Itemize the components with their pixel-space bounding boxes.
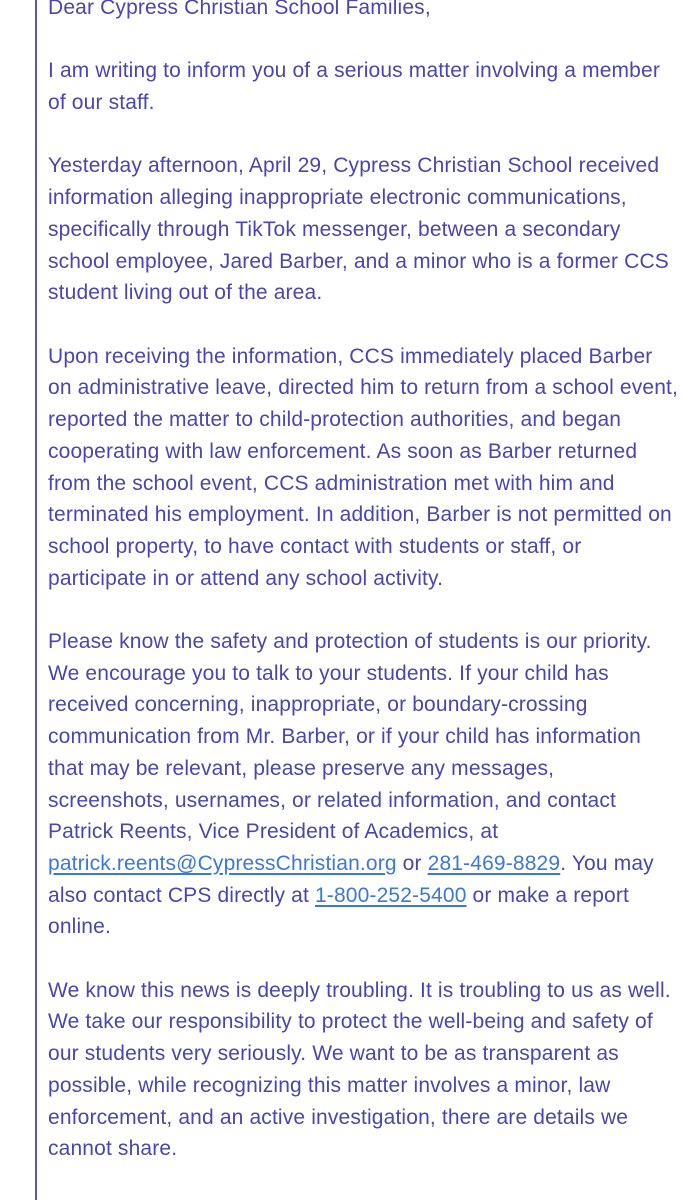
paragraph-actions: Upon receiving the information, CCS immediately placed Barber on administrative leave, directed him to return from a school event, reported the matter to child-protection authorities, and began cooperating with law enforcement. As soon as Barber returned from the school event, CCS administration met with him and terminated his employment. In addition, Barber is not permitted on school property, to have contact with students or staff, or participate in or attend any school activity. bbox=[48, 344, 678, 590]
paragraph-contact bbox=[48, 626, 678, 943]
paragraph-intro: I am writing to inform you of a serious matter involving a member of our staff. bbox=[48, 59, 660, 115]
email-link[interactable]: patrick.reents@CypressChristian.org bbox=[48, 851, 397, 875]
contact-text-2: or bbox=[396, 851, 428, 875]
paragraph-incident: Yesterday afternoon, April 29, Cypress Christian School received information alleging inappropriate electronic communications, specifically through TikTok messenger, between a secondary school employee, Jared Barber, and a minor who is a former CCS student living out of the area. bbox=[48, 154, 669, 305]
contact-text-4: or make a report online. bbox=[48, 883, 629, 939]
letter-body bbox=[48, 0, 678, 1197]
contact-text-1: Please know the safety and protection of students is our priority. We encourage you to talk to your students. If your child has received concerning, inappropriate, or boundary-crossing communication from Mr. Barber, or if your child has information that may be relevant, please preserve any messages, screenshots, usernames, or related information, and contact Patrick Reents, Vice President of Academics, at bbox=[48, 630, 652, 844]
greeting: Dear Cypress Christian School Families, bbox=[48, 0, 431, 19]
phone-link[interactable]: 281-469-8829 bbox=[427, 851, 561, 875]
contact-text-3: . You may also contact CPS directly at bbox=[48, 851, 654, 907]
cps-phone-link[interactable]: 1-800-252-5400 bbox=[314, 883, 467, 907]
paragraph-closing: We know this news is deeply troubling. It is troubling to us as well. We take our responsibility to protect the well-being and safety of our students very seriously. We want to be as transparent as possible, while recognizing this matter involves a minor, law enforcement, and an active investigation, there are details we cannot share. bbox=[48, 978, 671, 1161]
quote-bar bbox=[35, 0, 37, 1200]
